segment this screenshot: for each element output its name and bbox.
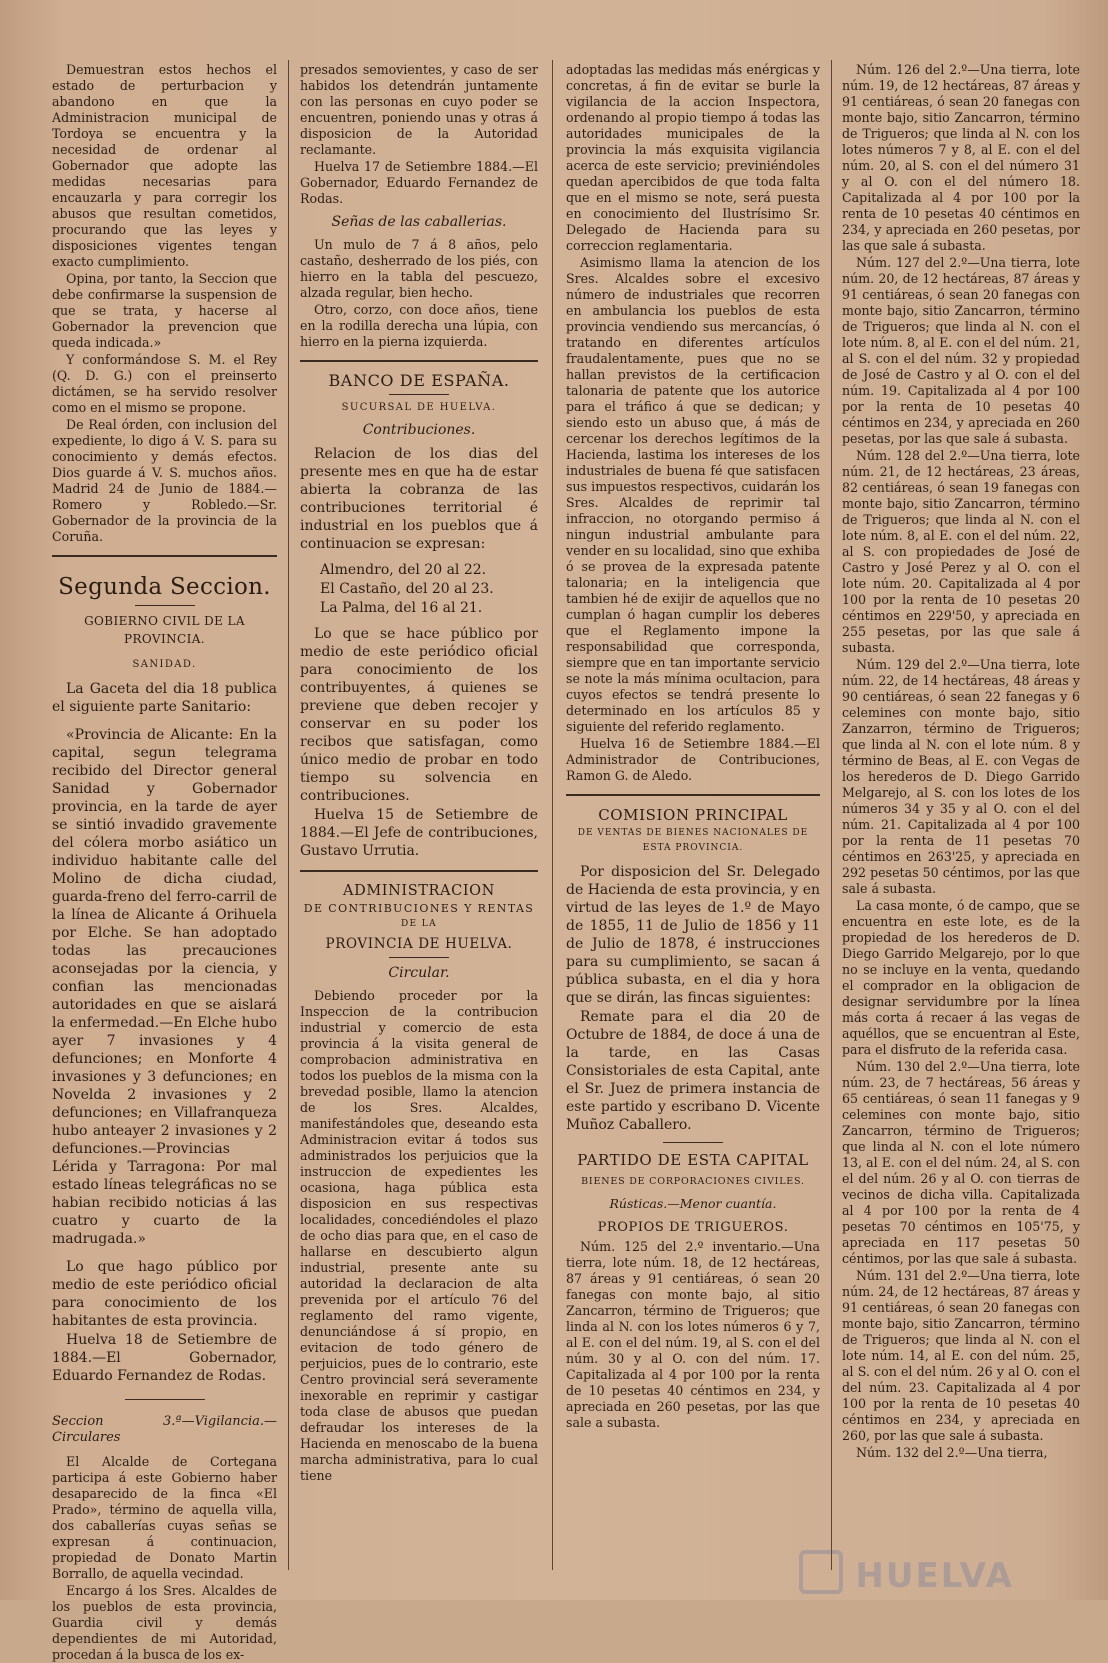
paragraph: De Real órden, con inclusion del expediente, lo digo á V. S. para su conocimiento y demás efectos. Dios guarde á V. S. muchos años. Madrid 24 de Junio de 1884.—Romero y Robledo.—Sr. Gobernador de la provincia de la Coruña.	[52, 417, 277, 544]
short-divider	[389, 957, 449, 958]
column-4	[842, 62, 1080, 1564]
senas-heading: Señas de las caballerias.	[331, 214, 507, 230]
paragraph: Lo que hago público por medio de este periódico oficial para conocimiento de los habitantes de esta provincia.	[52, 1259, 277, 1329]
short-divider	[135, 605, 195, 606]
paragraph: Asimismo llama la atencion de los Sres. Alcaldes sobre el excesivo número de industriales que recorren en ambulancia los pueblos de esta provincia vendiendo sus mercancías, ó tratando en diferentes artículos fraudalentamente, pues que no se hallan previstos de la certificacion talonaria de patente que los autorice para el tráfico á que se dedican; y siendo esto un abuso que, á más de cercenar los derechos legítimos de la Hacienda, lastima los intereses de los industriales de buena fé que satisfacen sus impuestos respectivos, cuidarán los Sres. Alcaldes de reprimir tal infraccion, no otorgando permiso á ningun industrial ambulante para vender en su localidad, sino que exhiba ó se provea de la expresada patente talonaria; en la inteligencia que tambien hé de exijir de aquellos que no cumplan ó hagan cumplir los deberes que el Reglamento impone la responsabilidad que corresponda, siempre que en tan importante servicio se note la más mínima ocultacion, para cuyos efectos se tendrá presente lo determinado en los artículos 85 y siguiente del referido reglamento.	[566, 255, 820, 734]
sanidad-heading: SANIDAD.	[132, 659, 197, 670]
short-divider	[125, 1399, 205, 1400]
column-2	[300, 62, 538, 1564]
propios-heading: PROPIOS DE TRIGUEROS.	[597, 1220, 789, 1235]
admin-subheading: DE LA	[400, 919, 438, 929]
paragraph: Un mulo de 7 á 8 años, pelo castaño, desherrado de los piés, con hierro en la tabla del pescuezo, alzada regular, bien hecho.	[300, 237, 538, 300]
paragraph: Encargo á los Sres. Alcaldes de los pueblos de esta provincia, Guardia civil y demás dependientes de mi Autoridad, procedan á la busca de los ex-	[52, 1583, 277, 1662]
admin-subheading: DE CONTRIBUCIONES Y RENTAS	[303, 902, 535, 915]
short-divider	[663, 1142, 723, 1143]
ventas-subheading: ESTA PROVINCIA.	[642, 843, 744, 853]
paragraph: Huelva 17 de Setiembre 1884.—El Gobernador, Eduardo Fernandez de Rodas.	[300, 159, 538, 206]
paragraph: Por disposicion del Sr. Delegado de Hacienda de esta provincia, y en virtud de las leyes de 1.º de Mayo de 1855, 11 de Julio de 1856 y 11 de Julio de 1878, é instrucciones para su cumplimiento, se sacan á pública subasta, en el dia y hora que se dirán, las fincas siguientes:	[566, 864, 820, 1006]
paragraph: «Provincia de Alicante: En la capital, segun telegrama recibido del Director general Sanidad y Gobernador provincia, en la tarde de ayer se sintió invadido gravemente del cólera morbo asiático un individuo habitante calle del Molino de dicha ciudad, guarda-freno del ferro-carril de la línea de Alicante á Orihuela por Elche. Se han adoptado todas las precauciones aconsejadas por la ciencia, y confian las mencionadas autoridades en que se aislará la enfermedad.—En Elche hubo ayer 7 invasiones y 4 defunciones; en Monforte 4 invasiones y 3 defunciones; en Novelda 2 invasiones y 2 defunciones; en Villafranqueza hubo anteayer 2 invasiones y 2 defunciones.—Provincias Lérida y Tarragona: Por mal estado líneas telegráficas no se habian recibido noticias á las cuatro y cuarto de la madrugada.»	[52, 727, 277, 1247]
town-list	[300, 561, 538, 617]
paragraph: Huelva 18 de Setiembre de 1884.—El Gobernador, Eduardo Fernandez de Rodas.	[52, 1332, 277, 1384]
gobierno-heading: GOBIERNO CIVIL DE LA PROVINCIA.	[84, 614, 245, 646]
banco-heading: BANCO DE ESPAÑA.	[328, 371, 510, 390]
admin-subheading: PROVINCIA DE HUELVA.	[325, 936, 513, 952]
partido-heading: PARTIDO DE ESTA CAPITAL	[577, 1151, 809, 1169]
section-title: Segunda Seccion.	[58, 574, 271, 600]
circular-heading: Circular.	[388, 965, 450, 981]
ventas-subheading: DE VENTAS DE BIENES NACIONALES DE	[577, 828, 809, 838]
paragraph: Debiendo proceder por la Inspeccion de la contribucion industrial y comercio de esta provincia á la visita general de comprobacion administrativa en todos los pueblos de la misma con la brevedad posible, llamo la atencion de los Sres. Alcaldes, manifestándoles que, deseando esta Administracion evitar á todos sus administrados los perjuicios que la instruccion de expedientes les ocasiona, haga pública esta disposicion en sus respectivas localidades, concediéndoles el plazo de ocho dias para que, en el caso de hallarse en descubierto algun industrial, presente ante su autoridad la declaracion de alta prevenida por el artículo 76 del reglamento del ramo vigente, denunciándose á sí propio, en evitacion de todo género de perjuicios, pues de lo contrario, este Centro provincial será severamente inexorable en reprimir y castigar toda clase de abusos que puedan defraudar los intereses de la Hacienda en menoscabo de la buena marcha administrativa, para lo cual tiene	[300, 988, 538, 1483]
paragraph: Demuestran estos hechos el estado de perturbacion y abandono en que la Administracion municipal de Tordoya se encuentra y la necesidad de ordenar al Gobernador que adopte las medidas necesarias para encauzarla y para corregir los abusos que resultan cometidos, procurando que las leyes y disposiciones vigentes tengan exacto cumplimiento.	[52, 62, 277, 269]
paragraph: Núm. 126 del 2.º—Una tierra, lote núm. 19, de 12 hectáreas, 87 áreas y 91 centiáreas, ó sean 20 fanegas con monte bajo, sitio Zancarron, término de Trigueros; que linda al N. con los lotes números 7 y 8, al E. con el del núm. 20, al S. con el del número 31 y al O. con el del número 18. Capitalizada al 4 por 100 por la renta de 10 pesetas 40 céntimos en 234, y apreciada en 260 pesetas, por las que sale á subasta.	[842, 62, 1080, 253]
contribuciones-heading: Contribuciones.	[362, 422, 476, 438]
bienes-heading: BIENES DE CORPORACIONES CIVILES.	[581, 1176, 805, 1187]
admin-heading: ADMINISTRACION	[343, 883, 495, 899]
rusticas-heading: Rústicas.—Menor cuantía.	[609, 1196, 777, 1211]
column-divider	[552, 60, 553, 1570]
column-divider	[288, 60, 289, 1570]
list-item: Almendro, del 20 al 22.	[320, 562, 487, 578]
section-divider	[566, 794, 820, 796]
section-divider	[52, 555, 277, 557]
paragraph: Núm. 129 del 2.º—Una tierra, lote núm. 22, de 14 hectáreas, 48 áreas y 90 centiáreas, ó sean 22 fanegas y 6 celemines con monte bajo, sitio Zanzarron, término de Trigueros; que linda al N. con el lote núm. 8 y término de Beas, al E. con Vegas de los herederos de D. Diego Garrido Melgarejo, al S. con los lotes de los números 34 y 35 y al O. con el del núm. 21. Capitalizada al 4 por 100 por la renta de 11 pesetas 70 céntimos en 263'25, y apreciada en 292 pesetas 50 céntimos, por las que sale á subasta.	[842, 657, 1080, 896]
paragraph: Y conformándose S. M. el Rey (Q. D. G.) con el preinserto dictámen, se ha servido resolver como en el mismo se propone.	[52, 352, 277, 415]
paragraph: Remate para el dia 20 de Octubre de 1884, de doce á una de la tarde, en las Casas Consistoriales de esta Capital, ante el Sr. Juez de primera instancia de este partido y escribano D. Vicente Muñoz Caballero.	[566, 1009, 820, 1133]
paragraph: El Alcalde de Cortegana participa á este Gobierno haber desaparecido de la finca «El Prado», término de aquella villa, dos caballerías cuyas señas se expresan á continuacion, propiedad de Donato Martin Borrallo, de aquella vecindad.	[52, 1454, 277, 1581]
paragraph: La Gaceta del dia 18 publica el siguiente parte Sanitario:	[52, 681, 277, 715]
paragraph: presados semovientes, y caso de ser habidos los detendrán juntamente con las personas en cuyo poder se encuentren, poniendo unas y otras á disposicion de la Autoridad reclamante.	[300, 62, 538, 157]
seccion-heading: Seccion 3.ª—Vigilancia.—Circulares	[52, 1414, 277, 1445]
paragraph: Núm. 128 del 2.º—Una tierra, lote núm. 21, de 12 hectáreas, 23 áreas, 82 centiáreas, ó sean 19 fanegas con monte bajo, sitio Zancarron, término de Trigueros; que linda al N. con el lote núm. 8, al E. con el del núm. 22, al S. con propiedades de José de Castro y José Perez y al O. con el lote núm. 20. Capitalizada al 4 por 100 por la renta de 10 pesetas 20 céntimos en 229'50, y apreciada en 255 pesetas, por las que sale á subasta.	[842, 448, 1080, 655]
paragraph: Huelva 15 de Setiembre de 1884.—El Jefe de contribuciones, Gustavo Urrutia.	[300, 807, 538, 859]
short-divider	[389, 394, 449, 395]
sucursal-heading: SUCURSAL DE HUELVA.	[341, 402, 497, 413]
archive-watermark: HUELVA	[855, 1556, 1014, 1596]
archive-logo-icon	[799, 1550, 843, 1594]
paragraph: adoptadas las medidas más enérgicas y concretas, á fin de evitar se burle la vigilancia de la accion Inspectora, ordenando al propio tiempo á todas las autoridades municipales de la provincia la más exquisita vigilancia acerca de este servicio; previniéndoles quedan apercibidos de que toda falta que en el mismo se note, será puesta en conocimiento del Ilustrísimo Sr. Delegado de Hacienda para su correccion reglamentaria.	[566, 62, 820, 253]
paragraph: Otro, corzo, con doce años, tiene en la rodilla derecha una lúpia, con hierro en la pierna izquierda.	[300, 302, 538, 349]
section-divider	[300, 870, 538, 872]
paragraph: La casa monte, ó de campo, que se encuentra en este lote, es de la propiedad de los herederos de D. Diego Garrido Melgarejo, por lo que no se incluye en la venta, quedando el comprador en la obligacion de designar servidumbre por la línea más corta á recaer á las vegas de aquéllos, que se encuentran al Este, para el disfruto de la referida casa.	[842, 898, 1080, 1057]
section-divider	[300, 360, 538, 362]
list-item: La Palma, del 16 al 21.	[320, 600, 483, 616]
paragraph: Núm. 130 del 2.º—Una tierra, lote núm. 23, de 7 hectáreas, 56 áreas y 65 centiáreas, ó sean 11 fanegas y 9 celemines con monte bajo, sitio Zancarron, término de Trigueros; que linda al N. con el lote número 13, al E. con el del núm. 24, al S. con el del núm. 26 y al O. con tierras de vecinos de dicha villa. Capitalizada al 4 por 100 por la renta de 4 pesetas 70 céntimos en 105'75, y apreciada en 117 pesetas 50 céntimos, por las que sale á subasta.	[842, 1059, 1080, 1266]
column-divider	[831, 60, 832, 1570]
paragraph: Relacion de los dias del presente mes en que ha de estar abierta la cobranza de las contribuciones territorial é industrial en los pueblos que á continuacion se expresan:	[300, 446, 538, 552]
column-3	[566, 62, 820, 1564]
column-1	[52, 62, 277, 1662]
paragraph: Huelva 16 de Setiembre 1884.—El Administrador de Contribuciones, Ramon G. de Aledo.	[566, 736, 820, 783]
comision-heading: COMISION PRINCIPAL	[598, 806, 788, 824]
paragraph: Lo que se hace público por medio de este periódico oficial para conocimiento de los contribuyentes, á quienes se previene que deben recojer y conservar en su poder los recibos que satisfagan, como único medio de probar en todo tiempo su solvencia en contribuciones.	[300, 626, 538, 804]
paragraph: Núm. 127 del 2.º—Una tierra, lote núm. 20, de 12 hectáreas, 87 áreas y 91 centiáreas, ó sean 20 fanegas con monte bajo, sitio Zancarron, término de Trigueros; que linda al N. con el lote núm. 8, al E. con el del núm. 21, al S. con el del núm. 32 y propiedad de José de Castro y al O. con el del núm. 19. Capitalizada al 4 por 100 por la renta de 10 pesetas 40 céntimos en 234, y apreciada en 260 pesetas, por las que sale á subasta.	[842, 255, 1080, 446]
paragraph: Opina, por tanto, la Seccion que debe confirmarse la suspension de que se trata, y hacerse al Gobernador la prevencion que queda indicada.»	[52, 271, 277, 350]
paragraph: Núm. 125 del 2.º inventario.—Una tierra, lote núm. 18, de 12 hectáreas, 87 áreas y 91 centiáreas, ó sean 20 fanegas con monte bajo, al sitio Zancarron, término de Trigueros; que linda al N. con los lotes números 6 y 7, al E. con el del núm. 19, al S. con el del núm. 30 y al O. con del núm. 17. Capitalizada al 4 por 100 por la renta de 10 pesetas 40 céntimos en 234, y apreciada en 260 pesetas, por las que sale a subasta.	[566, 1239, 820, 1430]
list-item: El Castaño, del 20 al 23.	[320, 581, 494, 597]
paragraph: Núm. 132 del 2.º—Una tierra,	[856, 1445, 1048, 1460]
paragraph: Núm. 131 del 2.º—Una tierra, lote núm. 24, de 12 hectáreas, 87 áreas y 91 centiáreas, ó sean 20 fanegas con monte bajo, sitio Zancarron, término de Trigueros; que linda al N. con el lote núm. 14, al E. con del núm. 25, al S. con el del núm. 26 y al O. con el del núm. 23. Capitalizada al 4 por 100 por la renta de 10 pesetas 40 céntimos en 234, y apreciada en 260, por las que sale á subasta.	[842, 1268, 1080, 1443]
